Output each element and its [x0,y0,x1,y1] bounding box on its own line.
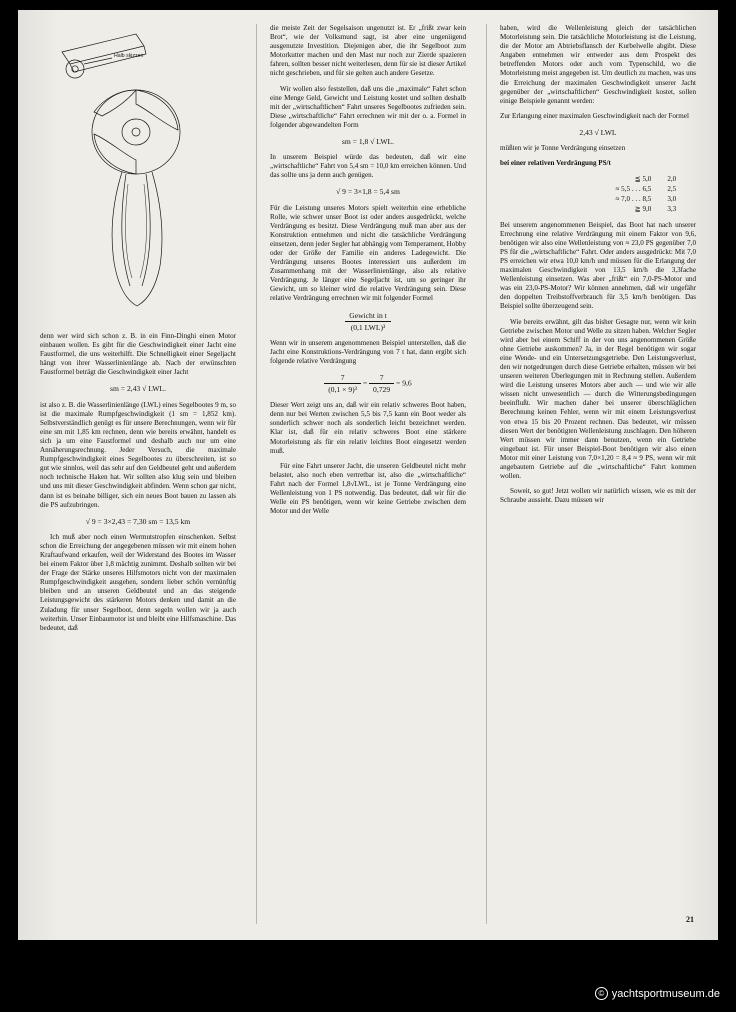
paragraph: Wir wollen also feststellen, daß uns die „maximale“ Fahrt schon eine Menge Geld, Gewicht und Leistung kostet und sollten deshalb mit der „wirtschaftlichen“ Fahrt unseres Segelbootes zufrieden sein. Diese „wirtschaftliche“ Fahrt errechnen wir mit der o. a. Formel in folgender abgewandelten Form [270,84,466,129]
paragraph: Ich muß aber noch einen Wermutstropfen einschenken. Selbst schon die Erreichung der angegebenen müssen wir mit einem hohen Kraftaufwand erkaufen, weil der Widerstand des Bootes im Wasser bei einem Faktor über 1,8 mächtig zunimmt. Deshalb sollten wir bei der Frage der Stärke unseres Hilfsmotors nicht von der maximalen Rumpfgeschwindigkeit ausgehen, sondern lieber schön vernünftig bleiben und an unseren Geldbeutel und an das steigende Leistungsgewicht des stärkeren Motors denken und damit an die Zuladung für unser Segelboot, denn segeln wollen wir ja auch weiterhin. Unser Einbaumotor ist und bleibt eine Hilfsmaschine. Das bedeutet, daß [40,532,236,632]
watermark-credit [595,987,720,1000]
formula-economic-speed [270,137,466,146]
fraction-numerator: 7 [369,373,394,384]
credit-text: yachtsportmuseum.de [611,988,720,1000]
paragraph: haben, wird die Wellenleistung gleich der tatsächlichen Motorleistung sein. Die tatsächliche Motorleistung ist die Leistung, die der Motor am Abtriebsflansch der Kurbelwelle abgibt. Diese Angaben entnehmen wir entweder aus dem Prospekt des betreffenden Motors oder auch vom Typenschild, wo die Motorleistung meist angegeben ist. Um deutlich zu machen, was uns die Erreichung der maximalen Geschwindigkeit unserer Jacht gegenüber der „wirtschaftlichen“ Geschwindigkeit kostet, sollen einige Beispiele genannt werden: [500,24,696,105]
paragraph: Bei unserem angenommenen Beispiel, das Boot hat nach unserer Errechnung eine relative Verdrängung mit einem Faktor von 9,6, benötigen wir also eine Wellenleistung von ≈ 23,0 PS gegenüber 7,0 PS für die „wirtschaftliche“ Fahrt. Oder anders ausgedrückt: Mit 7,0 PS erreichen wir etwa 10,0 km/h und müssen für die Erlangung der maximalen Geschwindigkeit von 13,5 km/h die 3,3fache Wellenleistung einsetzen. Was aber „frißt“ ein 7,0-PS-Motor und was ein 23,0-PS-Motor? Wir können annehmen, daß wir ungefähr den doppelten Treibstoffverbrauch für 3,5 km/h benötigen. Das Beispiel sollte überzeugend sein. [500,220,696,311]
hull-lines-drawing [40,24,236,324]
table-heading: bei einer relativen Verdrängung PS/t [500,159,611,168]
formula-intro: Zur Erlangung einer maximalen Geschwindigkeit nach der Formel [500,111,689,120]
cell-range: ≧ 9,0 [634,205,652,213]
formula-relative-displacement [270,311,466,332]
cell-ps: 2,0 [667,174,677,183]
formula-text: 2,43 √ LWL [579,127,617,137]
table-row [500,205,696,215]
paragraph: Für eine Fahrt unserer Jacht, die unseren Geldbeutel nicht mehr belastet, also noch eben vertretbar ist, also die „wirtschaftliche“ Fahrt nach der Formel 1,8√LWL, ist je Tonne Verdrängung eine Wellenleistung von 1 PS notwendig. Das bedeutet, daß wir für die Welle ein PS benötigen, wenn wir keine Getriebe zwischen dem Motor und der Welle [270,461,466,516]
displacement-power-table [500,174,696,214]
paragraph: ist also z. B. die Wasserlinienlänge (LWL) eines Segelbootes 9 m, so ist die maximale Rumpfgeschwindigkeit (1 sm = 1,852 km). Selbstverständlich genügt es für unsere Berechnungen, wenn wir für eine sm mit 1,85 km rechnen, denn wie bereits erwähnt, handelt es sich ja um eine Faustformel und deshalb auch nur um eine Annäherungsrechnung. Jeder Versuch, die maximale Rumpfgeschwindigkeit eines Segelbootes zu überschreiten, ist so gut wie sinnlos, weil das sehr auf den Geldbeutel geht und außerdem noch technische Haken hat. Wir sollten also klug sein und bleiben und uns mit dieser Geschwindigkeit abfinden. Wenn schon gar nicht, dann ist es beinahe billiger, sich ein neues Boot bauen zu lassen als die PS aufzubringen. [40,400,236,509]
paragraph: In unserem Beispiel würde das bedeuten, daß wir eine „wirtschaftliche“ Fahrt von 5,4 sm = 10,0 km erreichen können. Und das sollte uns ja denn auch genügen. [270,153,466,180]
paragraph: Für die Leistung unseres Motors spielt weiterhin eine erhebliche Rolle, wie schwer unser Boot ist oder anders ausgedrückt, welche Verdrängung es besitzt. Diese Verdrängung muß man aber aus der Konstruktion entnehmen und nicht die tatsächliche Verdrängung einsetzen, denn jeder Segler hat abhängig vom Temperament, Hobby oder der Größe der Familie ein anderes Ladegewicht. Die Verdrängung unseres Bootes interessiert uns außerdem im Zusammenhang mit der Wasserlinienlänge, also als relative Verdrängung. Je länger eine Segeljacht ist, um so geringer ihr Gewicht, um so kleiner wird die relative Verdrängung sein. Diese relative Verdrängung errechnen wir mit folgender Formel [270,203,466,303]
fraction [345,311,391,332]
equals-sign: = [362,378,370,388]
cell-ps: 3,3 [667,205,677,213]
paragraph: die meiste Zeit der Segelsaison ungenutzt ist. Er „frißt zwar kein Brot“, wie der Volksmund sagt, ist aber eine ungeniigend ausgenutzte Investition. Diejenigen aber, die ihr Segelboot zum Motorkutter machen und den Mast nur noch zur Zierde spazieren fahren, sollten besser nicht weiterlesen, denn für sie ist dieser Artikel nicht geschrieben, und für sie gelten auch andere Gesetze. [270,24,466,78]
formula-text: √ 9 = 3×1,8 = 5,4 sm [336,187,400,197]
page-sheet [18,10,718,940]
formula-text: sm = 1,8 √ LWL. [341,137,395,147]
fraction-simplified [369,373,394,394]
column-3 [500,24,696,924]
paragraph: Wenn wir in unserem angenommenen Beispiel unterstellen, daß die Jacht eine Konstruktions-Verdrängung von 7 t hat, dann ergibt sich folgende relative Verdrängung [270,338,466,365]
text-columns [40,24,696,924]
formula-text: sm = 2,43 √ LWL. [110,384,166,394]
column-1 [40,24,236,924]
cell-ps: 3,0 [667,194,677,203]
formula-text: √ 9 = 3×2,43 = 7,30 sm = 13,5 km [85,516,191,526]
cell-ps: 2,5 [667,184,677,193]
column-divider-2 [486,24,487,924]
column-2 [270,24,466,924]
cell-range: ≈ 7,0 . . . 8,5 [615,194,652,203]
table-row [500,194,696,204]
formula-max-speed-repeat [500,128,696,137]
copyright-icon: © [595,987,608,1000]
figure-hull-drawing [40,24,236,324]
paragraph: Soweit, so gut! Jetzt wollen wir natürlich wissen, wie es mit der Schraube aussieht. Dazu müssen wir [500,487,696,505]
formula-result-value: 9,6 [402,378,412,388]
fraction-denominator: 0,729 [373,385,391,395]
page-number: 21 [686,915,694,924]
fraction-numerator: 7 [324,373,361,384]
fraction-denominator: (0,1 LWL)³ [350,322,386,332]
formula-intro-after: müßten wir je Tonne Verdrängung einsetzen [500,144,626,153]
equals-sign-2: = [396,378,403,388]
formula-max-speed [40,384,236,393]
paragraph: Dieser Wert zeigt uns an, daß wir ein relativ schweres Boot haben, denn nur bei Werten zwischen 5,5 bis 7,5 kann ein Boot weder als sonderlich schwer noch als sonderlich leicht bezeichnet werden. Klar ist, daß für ein relativ schweres Boot eine stärkere Motorleistung als für ein relativ leichtes Boot eingesetzt werden muß. [270,401,466,455]
table-row [500,184,696,194]
formula-economic-example [270,187,466,196]
table-row [500,174,696,184]
formula-relative-displacement-result [270,373,466,394]
figure-label: Halb skizzen [114,53,144,59]
paragraph: Wie bereits erwähnt, gilt das bisher Gesagte nur, wenn wir kein Getriebe zwischen Motor und Welle zu sitzen haben. Welcher Segler wird aber bei einem Schiff in der von uns angenommenen Größe ohne Getriebe auskommen? Ja, in der Regel benötigen wir sogar eine Wende- und ein Untersetzungsgetriebe. Den Leistungsverlust, den wir notgedrungen durch diese Getriebe erhalten, müssen wir bei unseren weiteren Überlegungen mit in Rechnung stellen. Außerdem wird die Leistung unseres Motors aber auch — und wie wir alle wissen nicht unwesentlich — durch die Witterungsbedingungen beeinflußt. Wir machen daher bei unserer überschläglichen Berechnung keinen Fehler, wenn wir mit einem Leistungsverlust von etwa 15 bis 20 Prozent rechnen. Das bedeutet, wir müssen diesen Wert der benötigten Wellenleistung zuschlagen. Den höheren Wert müssen wir immer dann benutzen, wenn ein Getriebe eingebaut ist. Für unser Beispiel-Boot benötigen wir also einen Motor mit einer Leistung von 7,0×1,20 = 8,4 ≈ 9 PS, wenn wir mit angebautem Getriebe auf die „wirtschaftliche“ Fahrt kommen wollen. [500,317,696,481]
fraction-numerator: Gewicht in t [345,311,391,322]
fraction [324,373,361,394]
column-divider-1 [256,24,257,924]
paragraph: denn wer wird sich schon z. B. in ein Finn-Dinghi einen Motor einbauen wollen. Es gibt für die Geschwindigkeit einer Jacht eine Faustformel, die uns weiterhilft. Die Schnelligkeit einer Segeljacht hängt von ihrer Wasserlinienlänge ab. Nach der erwünschten Faustformel beträgt die Geschwindigkeit einer Jacht [40,332,236,377]
cell-range: ≦ 5,0 [634,174,652,183]
formula-speed-example [40,517,236,526]
fraction-denominator: (0,1 × 9)³ [328,385,357,395]
cell-range: ≈ 5,5 . . . 6,5 [615,184,652,193]
